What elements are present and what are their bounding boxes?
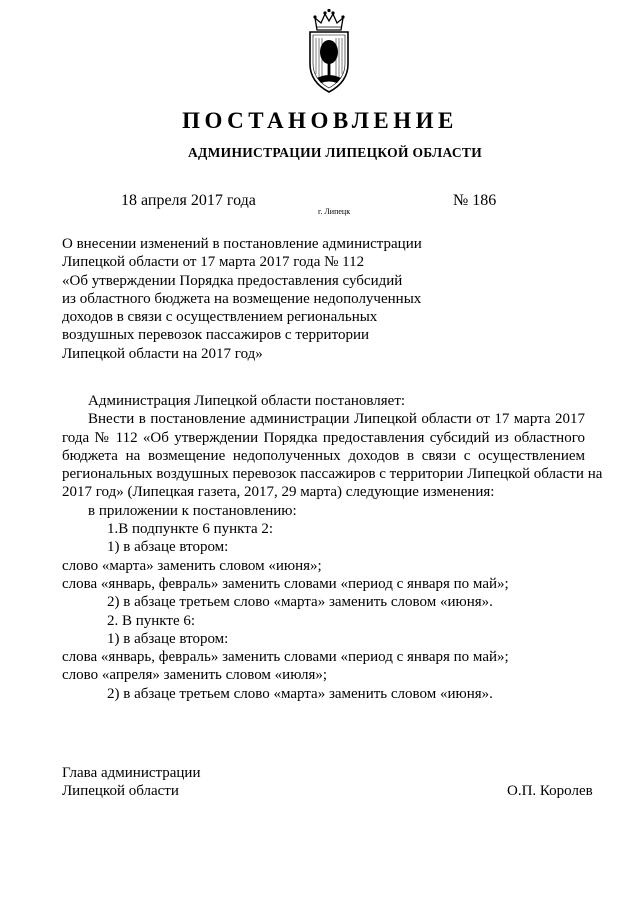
document-body [62,392,603,703]
list-item: 2) в абзаце третьем слово «марта» заменить словом «июня». [107,685,493,702]
subject-line: из областного бюджета на возмещение недополученных [62,290,422,307]
intro-paragraph: Администрация Липецкой области постановляет: [88,393,406,409]
document-title: ПОСТАНОВЛЕНИЕ [182,108,458,133]
signature-position-line: Глава администрации [62,765,201,781]
subject-line: Липецкой области от 17 марта 2017 года № 112 [62,254,365,271]
list-item: слова «январь, февраль» заменить словами «период с января по май»; [62,575,509,592]
body-line: 2017 год» (Липецкая газета, 2017, 29 марта) следующие изменения: [62,484,495,501]
appendix-line: в приложении к постановлению: [88,502,297,519]
document-subtitle: АДМИНИСТРАЦИИ ЛИПЕЦКОЙ ОБЛАСТИ [187,145,483,160]
body-line: года № 112 «Об утверждении Порядка предоставления субсидий из областного [62,429,585,446]
list-item: слово «апреля» заменить словом «июля»; [62,667,328,684]
document-subject [62,235,462,363]
coat-of-arms-emblem [301,8,357,96]
list-item: слово «марта» заменить словом «июня»; [62,557,322,574]
list-item: 1.В подпункте 6 пункта 2: [107,521,274,538]
subject-line: «Об утверждении Порядка предоставления субсидий [62,272,403,289]
body-line: региональных воздушных перевозок пассажиров с территории Липецкой области на [62,466,603,483]
signature-position [62,764,200,801]
signature-position-line: Липецкой области [62,783,179,800]
subject-line: доходов в связи с осуществлением региональных [62,309,378,326]
subject-line: Липецкой области на 2017 год» [62,345,263,362]
list-item: 1) в абзаце втором: [107,539,229,556]
document-number: № 186 [453,192,497,209]
document-date: 18 апреля 2017 года [121,192,256,209]
list-item: 2) в абзаце третьем слово «марта» заменить словом «июня». [107,594,493,611]
document-city: г. Липецк [318,207,351,216]
subject-line: воздушных перевозок пассажиров с территории [62,327,369,344]
list-item: слова «январь, февраль» заменить словами «период с января по май»; [62,649,509,666]
list-item: 2. В пункте 6: [107,612,196,629]
body-line: бюджета на возмещение недополученных доходов в связи с осуществлением [62,447,585,464]
signature-name: О.П. Королев [507,783,593,799]
subject-line: О внесении изменений в постановление администрации [62,236,422,252]
body-line: Внести в постановление администрации Липецкой области от 17 марта 2017 [88,411,585,428]
list-item: 1) в абзаце втором: [107,630,229,647]
